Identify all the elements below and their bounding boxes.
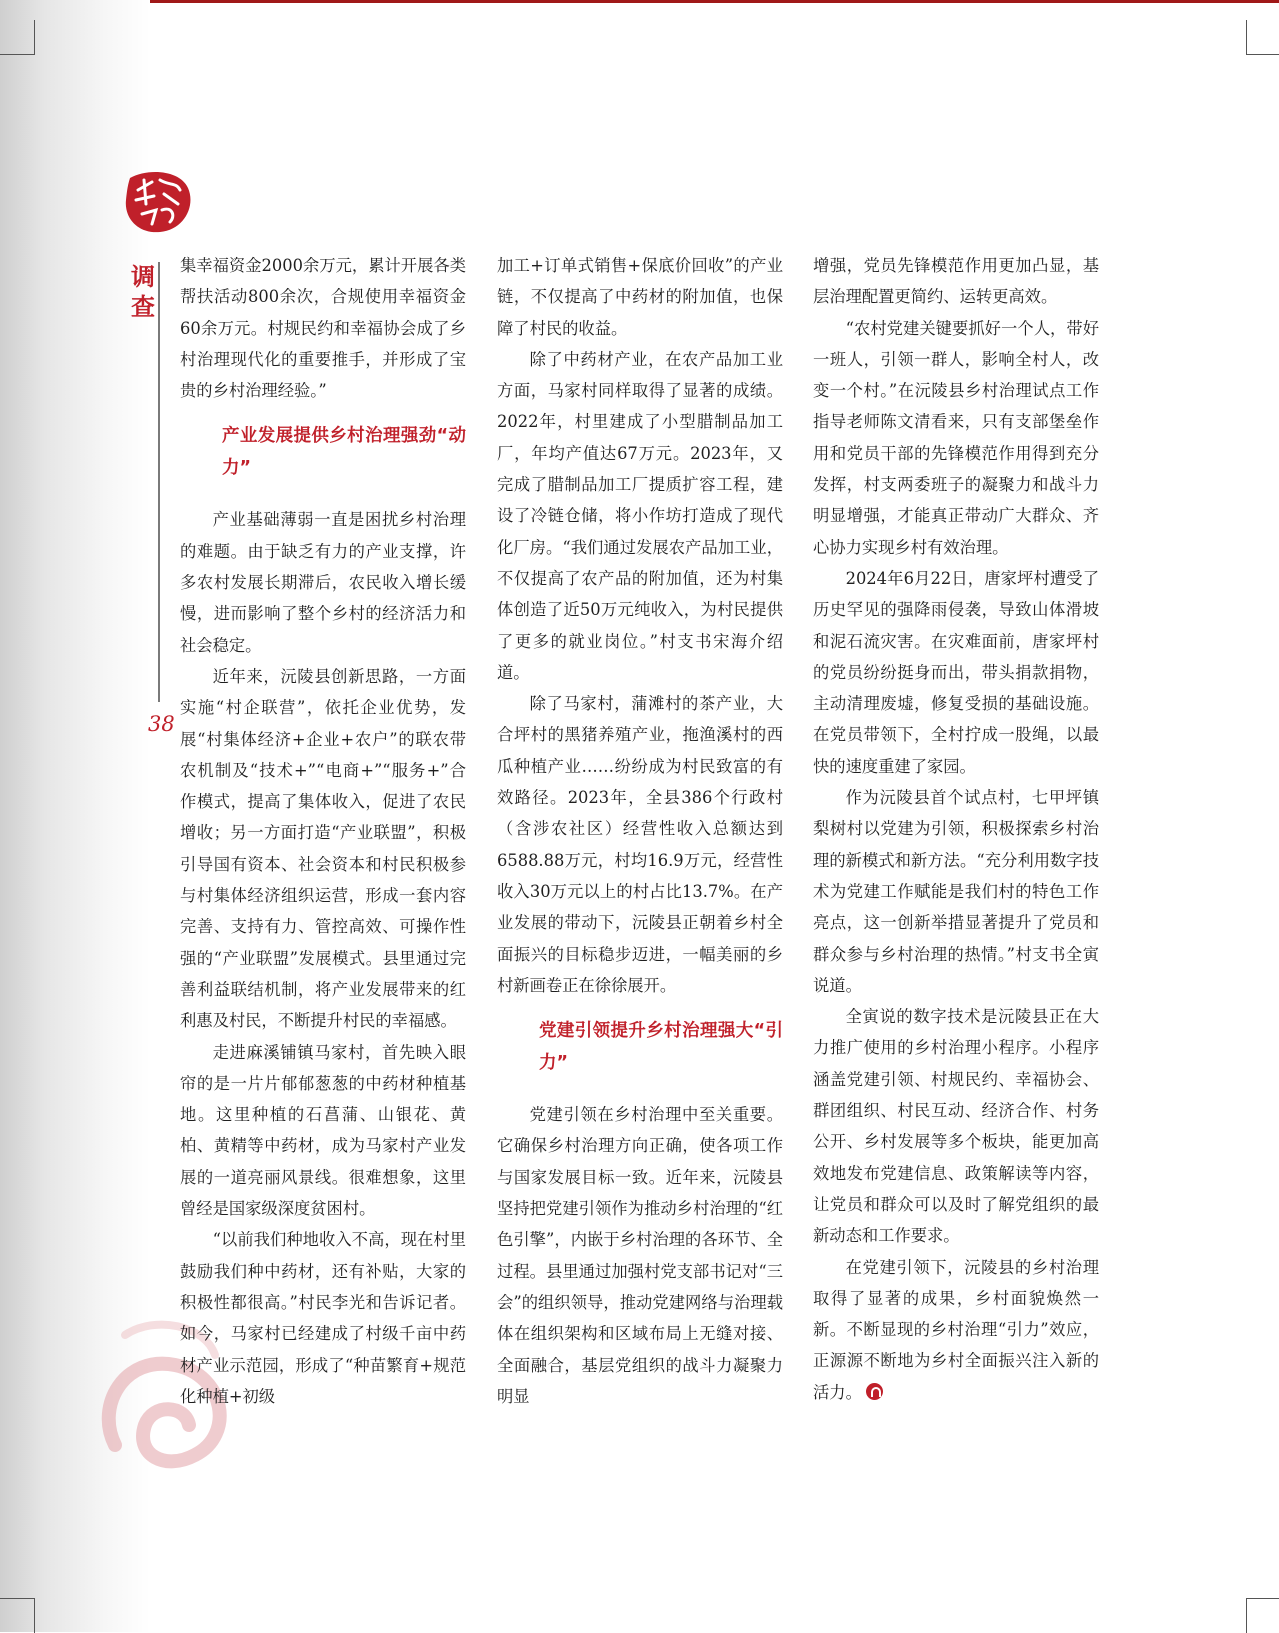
paragraph: 2024年6月22日，唐家坪村遭受了历史罕见的强降雨侵袭，导致山体滑坡和泥石流灾害。在灾难面前，唐家坪村的党员纷纷挺身而出，带头捐款捐物，主动清理废墟，修复受损的基础设施。在党员带领下，全村拧成一股绳，以最快的速度重建了家园。 — [813, 568, 1099, 776]
paragraph: 增强，党员先锋模范作用更加凸显，基层治理配置更简约、运转更高效。 — [813, 256, 1099, 307]
section-vertical-rule — [158, 262, 160, 702]
magazine-logo-seal — [118, 160, 198, 240]
paragraph: 走进麻溪铺镇马家村，首先映入眼帘的是一片片郁郁葱葱的中药材种植基地。这里种植的石菖蒲、山银花、黄柏、黄精等中药材，成为马家村产业发展的一道亮丽风景线。很难想象，这里曾经是国家级深度贫困村。 — [180, 1042, 466, 1219]
paragraph: 集幸福资金2000余万元，累计开展各类帮扶活动800余次，合规使用幸福资金60余万元。村规民约和幸福协会成了乡村治理现代化的重要推手，并形成了宝贵的乡村治理经验。” — [180, 256, 466, 401]
article-column-1 — [180, 250, 466, 1412]
paragraph-final — [813, 1252, 1099, 1408]
article-end-icon — [866, 1383, 883, 1400]
paragraph: 作为沅陵县首个试点村，七甲坪镇梨树村以党建为引领，积极探索乡村治理的新模式和新方法。“充分利用数字技术为党建工作赋能是我们村的特色工作亮点，这一创新举措显著提升了党员和群众参与乡村治理的热情。”村支书全寅说道。 — [813, 788, 1099, 995]
paragraph: 全寅说的数字技术是沅陵县正在大力推广使用的乡村治理小程序。小程序涵盖党建引领、村规民约、幸福协会、群团组织、村民互动、经济合作、村务公开、乡村发展等多个板块，能更加高效地发布党建信息、政策解读等内容，让党员和群众可以及时了解党组织的最新动态和工作要求。 — [813, 1007, 1099, 1246]
article-column-2 — [497, 250, 783, 1412]
crop-mark-top-right — [1246, 20, 1279, 55]
paragraph: 党建引领在乡村治理中至关重要。它确保乡村治理方向正确，使各项工作与国家发展目标一致。近年来，沅陵县坚持把党建引领作为推动乡村治理的“红色引擎”，内嵌于乡村治理的各环节、全过程。县里通过加强村党支部书记对“三会”的组织领导，推动党建网络与治理载体在组织架构和区域布局上无缝对接、全面融合，基层党组织的战斗力凝聚力明显 — [497, 1105, 783, 1406]
paragraph: “以前我们种地收入不高，现在村里鼓励我们种中药材，还有补贴，大家的积极性都很高。”村民李光和告诉记者。如今，马家村已经建成了村级千亩中药材产业示范园，形成了“种苗繁育+规范化种植+初级 — [180, 1230, 466, 1406]
section-heading: 党建引领提升乡村治理强大“引力” — [539, 1021, 783, 1074]
top-border-line — [0, 0, 1279, 3]
crop-mark-bottom-right — [1246, 1598, 1279, 1633]
paragraph: “农村党建关键要抓好一个人，带好一班人，引领一群人，影响全村人，改变一个村。”在沅陵县乡村治理试点工作指导老师陈文清看来，只有支部堡垒作用和党员干部的先锋模范作用得到充分发挥，村支两委班子的凝聚力和战斗力明显增强，才能真正带动广大群众、齐心协力实现乡村有效治理。 — [813, 318, 1099, 557]
crop-mark-top-left — [0, 20, 35, 55]
paragraph: 近年来，沅陵县创新思路，一方面实施“村企联营”，依托企业优势，发展“村集体经济+企业+农户”的联农带农机制及“技术+”“电商+”“服务+”合作模式，提高了集体收入，促进了农民增收；另一方面打造“产业联盟”，积极引导国有资本、社会资本和村民积极参与村集体经济组织运营，形成一套内容完善、支持有力、管控高效、可操作性强的“产业联盟”发展模式。县里通过完善利益联结机制，将产业发展带来的红利惠及村民，不断提升村民的幸福感。 — [180, 666, 466, 1031]
paragraph: 除了中药材产业，在农产品加工业方面，马家村同样取得了显著的成绩。2022年，村里建成了小型腊制品加工厂，年均产值达67万元。2023年，又完成了腊制品加工厂提质扩容工程，建设了冷链仓储，将小作坊打造成了现代化厂房。“我们通过发展农产品加工业，不仅提高了农产品的附加值，还为村集体创造了近50万元纯收入，为村民提供了更多的就业岗位。”村支书宋海介绍道。 — [497, 349, 783, 682]
crop-mark-bottom-left — [0, 1598, 35, 1633]
paragraph-final-text: 在党建引领下，沅陵县的乡村治理取得了显著的成果，乡村面貌焕然一新。不断显现的乡村治理“引力”效应，正源源不断地为乡村全面振兴注入新的活力。 — [813, 1257, 1099, 1402]
paragraph: 加工+订单式销售+保底价回收”的产业链，不仅提高了中药材的附加值，也保障了村民的收益。 — [497, 256, 783, 338]
article-column-3 — [813, 250, 1099, 1408]
section-label: 调查 — [131, 263, 155, 321]
page-number: 38 — [148, 712, 175, 736]
paragraph: 除了马家村，蒲滩村的茶产业，大合坪村的黑猪养殖产业，拖渔溪村的西瓜种植产业……纷纷成为村民致富的有效路径。2023年，全县386个行政村（含涉农社区）经营性收入总额达到6588.88万元，村均16.9万元，经营性收入30万元以上的村占比13.7%。在产业发展的带动下，沅陵县正朝着乡村全面振兴的目标稳步迈进，一幅美丽的乡村新画卷正在徐徐展开。 — [497, 694, 783, 995]
paragraph: 产业基础薄弱一直是困扰乡村治理的难题。由于缺乏有力的产业支撑，许多农村发展长期滞后，农民收入增长缓慢，进而影响了整个乡村的经济活力和社会稳定。 — [180, 510, 466, 655]
section-heading: 产业发展提供乡村治理强劲“动力” — [222, 426, 466, 479]
